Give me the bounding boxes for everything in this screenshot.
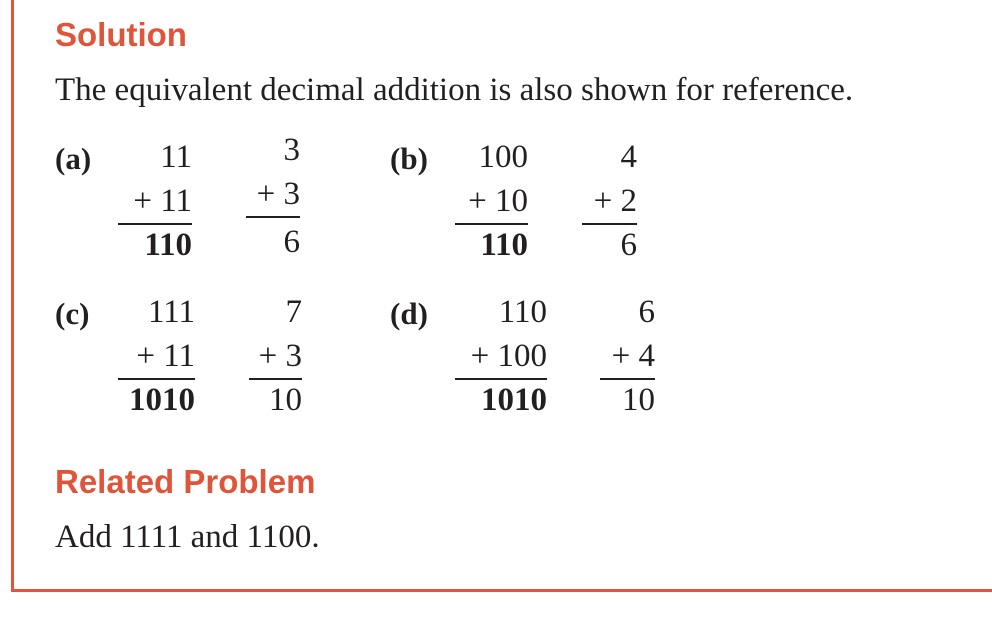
problem-d-binary-result: 1010 bbox=[481, 382, 547, 418]
problem-a-binary-addend: + 11 bbox=[118, 179, 192, 223]
problem-a-label: (a) bbox=[55, 141, 92, 176]
solution-intro: The equivalent decimal addition is also shown for reference. bbox=[55, 72, 854, 108]
problem-a-decimal-sum bbox=[246, 128, 300, 264]
problem-d-binary-top: 110 bbox=[498, 294, 547, 330]
problem-b-binary-sum bbox=[455, 135, 528, 267]
problem-b-decimal-sum bbox=[582, 135, 637, 267]
problem-a-decimal-result: 6 bbox=[283, 224, 300, 260]
problem-b-decimal-result: 6 bbox=[620, 227, 637, 263]
problem-c-binary-addend: + 11 bbox=[118, 334, 195, 378]
problem-c-decimal-result: 10 bbox=[269, 382, 302, 418]
related-problem-heading: Related Problem bbox=[55, 463, 316, 500]
problem-a-decimal-addend: + 3 bbox=[246, 172, 300, 216]
problem-d-decimal-top: 6 bbox=[638, 294, 655, 330]
solution-heading: Solution bbox=[55, 16, 187, 53]
problem-c-decimal-addend: + 3 bbox=[249, 334, 302, 378]
problem-d-binary-addend: + 100 bbox=[455, 334, 547, 378]
problem-c-label: (c) bbox=[55, 296, 90, 331]
problem-b-decimal-addend: + 2 bbox=[582, 179, 637, 223]
problem-d-decimal-addend: + 4 bbox=[600, 334, 655, 378]
bottom-rule bbox=[11, 589, 992, 592]
problem-c-binary-top: 111 bbox=[147, 294, 195, 330]
problem-b-decimal-top: 4 bbox=[620, 139, 637, 175]
related-problem-text: Add 1111 and 1100. bbox=[55, 519, 320, 555]
problem-a-decimal-top: 3 bbox=[283, 132, 300, 168]
problem-b-label: (b) bbox=[390, 141, 428, 176]
problem-d-binary-sum bbox=[455, 290, 547, 422]
problem-a-binary-top: 11 bbox=[160, 139, 192, 175]
left-margin-rule bbox=[11, 0, 14, 592]
problem-b-binary-result: 110 bbox=[480, 227, 528, 263]
problem-d-label: (d) bbox=[390, 296, 428, 331]
problem-d-decimal-sum bbox=[600, 290, 655, 422]
problem-c-binary-sum bbox=[118, 290, 195, 422]
problem-c-binary-result: 1010 bbox=[129, 382, 195, 418]
problem-a-binary-sum bbox=[118, 135, 192, 267]
problem-a-binary-result: 110 bbox=[144, 227, 192, 263]
problem-c-decimal-top: 7 bbox=[285, 294, 302, 330]
problem-b-binary-addend: + 10 bbox=[455, 179, 528, 223]
problem-b-binary-top: 100 bbox=[478, 139, 528, 175]
problem-c-decimal-sum bbox=[249, 290, 302, 422]
problem-d-decimal-result: 10 bbox=[622, 382, 655, 418]
